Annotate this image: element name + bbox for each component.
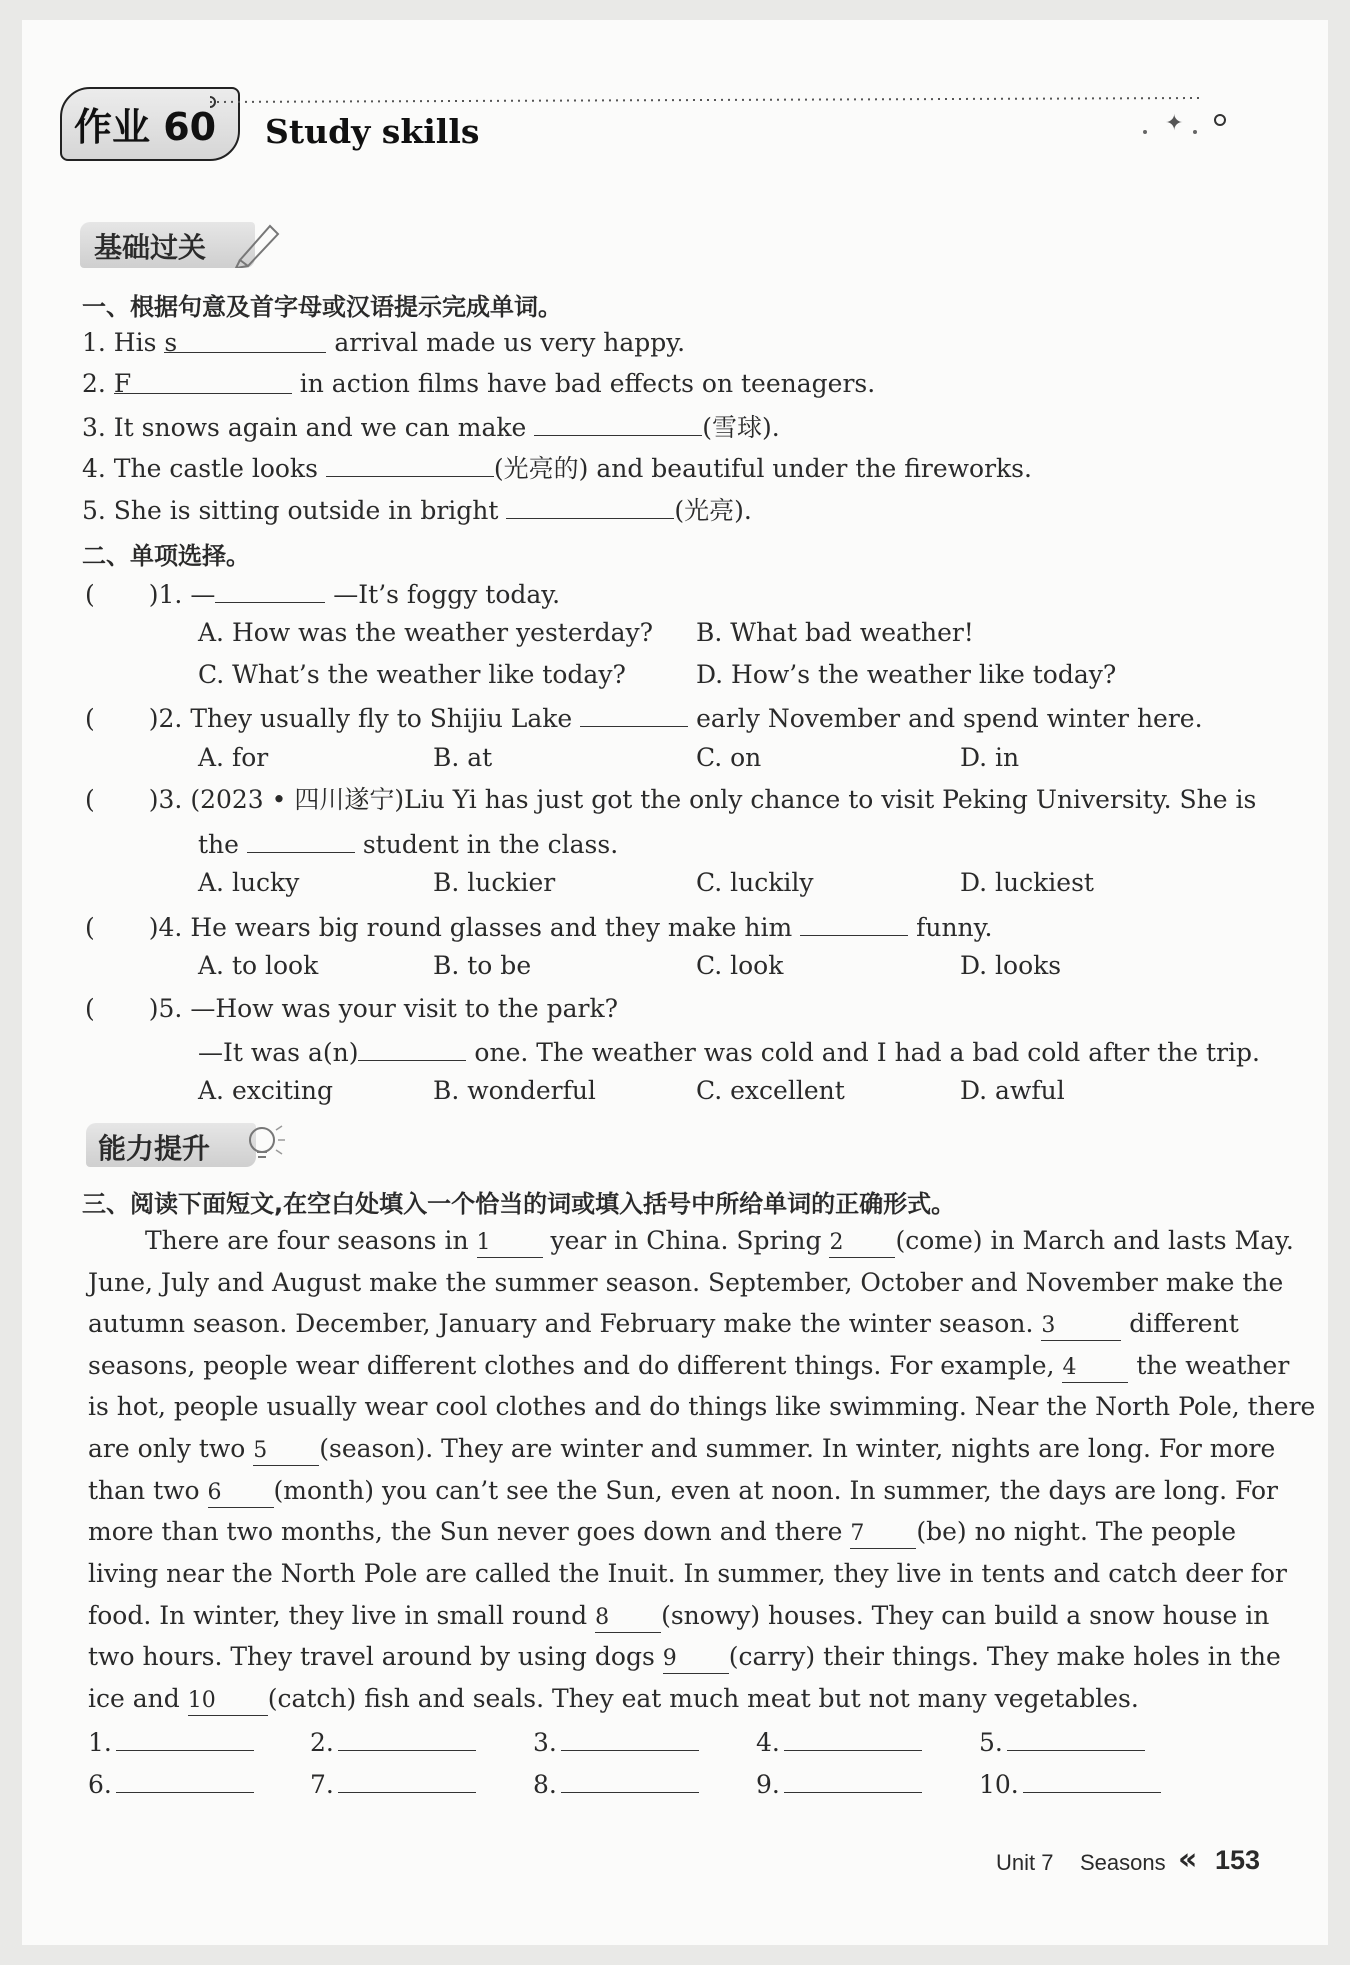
answer-paren[interactable]: (: [85, 913, 95, 942]
lightbulb-icon: [240, 1120, 286, 1166]
option-b[interactable]: B. wonderful: [433, 1076, 596, 1105]
answer-line-7[interactable]: 7.: [310, 1768, 476, 1799]
option-a[interactable]: A. How was the weather yesterday?: [198, 618, 654, 647]
footer-topic: Seasons: [1080, 1850, 1166, 1875]
option-c[interactable]: C. look: [696, 951, 784, 980]
option-b[interactable]: B. What bad weather!: [696, 618, 974, 647]
option-c[interactable]: C. luckily: [696, 868, 814, 897]
answer-blank[interactable]: [800, 909, 908, 936]
part3-heading: 三、阅读下面短文,在空白处填入一个恰当的词或填入括号中所给单词的正确形式。: [82, 1190, 956, 1218]
answer-paren[interactable]: (: [85, 704, 95, 733]
option-d[interactable]: D. How’s the weather like today?: [696, 660, 1117, 689]
chevron-left-icon: «: [1178, 1842, 1198, 1877]
option-b[interactable]: B. at: [433, 743, 493, 772]
cloze-blank[interactable]: 4: [1062, 1354, 1128, 1383]
answer-paren[interactable]: (: [85, 580, 95, 609]
cloze-blank[interactable]: 8: [595, 1604, 661, 1633]
cloze-blank[interactable]: 3: [1041, 1312, 1121, 1341]
section-tag-basic-label: 基础过关: [94, 231, 207, 264]
passage-line: living near the North Pole are called the Inuit. In summer, they live in tents and catch deer for: [88, 1559, 1287, 1588]
passage-line: two hours. They travel around by using dogs 9 (carry) their things. They make holes in the: [88, 1636, 1236, 1678]
answer-blank[interactable]: [580, 700, 688, 727]
pencil-icon: [232, 218, 282, 268]
answer-line-6[interactable]: 6.: [88, 1768, 254, 1799]
passage-line: ice and 10 (catch) fish and seals. They eat much meat but not many vegetables.: [88, 1678, 1236, 1720]
mc-question-3-line2: the student in the class.: [198, 826, 618, 862]
cloze-blank[interactable]: 7: [850, 1520, 916, 1549]
svg-text:✦: ✦: [1165, 111, 1184, 136]
answer-line-4[interactable]: 4.: [756, 1726, 922, 1757]
cloze-blank[interactable]: 6: [208, 1479, 274, 1508]
mc-question-2: ( )2. They usually fly to Shijiu Lake early November and spend winter here.: [85, 700, 1203, 736]
answer-line-10[interactable]: 10.: [979, 1768, 1161, 1799]
option-c[interactable]: C. on: [696, 743, 762, 772]
cloze-blank[interactable]: 2: [829, 1229, 895, 1258]
passage-line: is hot, people usually wear cool clothes and do things like swimming. Near the North Pole, there: [88, 1392, 1316, 1421]
question-5: 5. She is sitting outside in bright (光亮).: [82, 492, 752, 528]
cloze-blank[interactable]: 10: [188, 1687, 268, 1716]
cloze-blank[interactable]: 1: [477, 1229, 543, 1258]
passage-line: autumn season. December, January and February make the winter season. 3 different: [88, 1303, 1236, 1345]
answer-line-5[interactable]: 5.: [979, 1726, 1145, 1757]
answer-line-3[interactable]: 3.: [533, 1726, 699, 1757]
footer-unit: Unit 7: [996, 1850, 1054, 1875]
page-title: Study skills: [265, 112, 480, 151]
passage-line: There are four seasons in 1 year in China. Spring 2 (come) in March and lasts May.: [145, 1220, 1236, 1262]
option-a[interactable]: A. exciting: [198, 1076, 333, 1105]
option-d[interactable]: D. looks: [960, 951, 1062, 980]
mc-question-1: ( )1. — —It’s foggy today.: [85, 576, 560, 612]
answer-blank[interactable]: F: [114, 367, 292, 394]
passage-line: than two 6 (month) you can’t see the Sun, even at noon. In summer, the days are long. For: [88, 1470, 1236, 1512]
option-b[interactable]: B. to be: [433, 951, 532, 980]
answer-line-1[interactable]: 1.: [88, 1726, 254, 1757]
header-dotted-rule: [210, 90, 1240, 140]
answer-line-2[interactable]: 2.: [310, 1726, 476, 1757]
question-3: 3. It snows again and we can make (雪球).: [82, 409, 780, 445]
option-d[interactable]: D. awful: [960, 1076, 1065, 1105]
cloze-blank[interactable]: 5: [253, 1437, 319, 1466]
answer-blank[interactable]: [247, 826, 355, 853]
option-c[interactable]: C. What’s the weather like today?: [198, 660, 626, 689]
answer-paren[interactable]: (: [85, 785, 95, 814]
option-c[interactable]: C. excellent: [696, 1076, 845, 1105]
option-a[interactable]: A. to look: [198, 951, 319, 980]
badge-label: 作业 60: [74, 105, 217, 149]
option-a[interactable]: A. lucky: [198, 868, 300, 897]
mc-question-5-line2: —It was a(n) one. The weather was cold and I had a bad cold after the trip.: [198, 1034, 1260, 1070]
answer-blank[interactable]: [534, 409, 702, 436]
question-1: 1. His s arrival made us very happy.: [82, 328, 686, 357]
answer-line-8[interactable]: 8.: [533, 1768, 699, 1799]
part2-heading: 二、单项选择。: [82, 542, 250, 570]
answer-blank[interactable]: s: [164, 326, 326, 353]
passage-line: June, July and August make the summer season. September, October and November make the: [88, 1268, 1284, 1297]
mc-question-3: ( )3. (2023 • 四川遂宁)Liu Yi has just got the only chance to visit Peking University. She is: [85, 785, 1257, 814]
passage-line: food. In winter, they live in small round 8 (snowy) houses. They can build a snow house in: [88, 1595, 1236, 1637]
answer-paren[interactable]: (: [85, 994, 95, 1023]
page-number: 153: [1215, 1845, 1261, 1875]
answer-blank[interactable]: [326, 450, 494, 477]
answer-blank[interactable]: [215, 576, 325, 603]
mc-question-5: ( )5. —How was your visit to the park?: [85, 994, 619, 1023]
option-a[interactable]: A. for: [198, 743, 269, 772]
mc-question-4: ( )4. He wears big round glasses and they make him funny.: [85, 909, 992, 945]
answer-blank[interactable]: [506, 492, 674, 519]
part1-heading: 一、根据句意及首字母或汉语提示完成单词。: [82, 293, 562, 321]
question-4: 4. The castle looks (光亮的) and beautiful under the fireworks.: [82, 450, 1032, 486]
question-2: 2. F in action films have bad effects on teenagers.: [82, 369, 876, 398]
answer-line-9[interactable]: 9.: [756, 1768, 922, 1799]
passage-line: are only two 5 (season). They are winter and summer. In winter, nights are long. For more: [88, 1428, 1236, 1470]
option-d[interactable]: D. in: [960, 743, 1020, 772]
answer-blank[interactable]: [358, 1034, 466, 1061]
option-d[interactable]: D. luckiest: [960, 868, 1094, 897]
option-b[interactable]: B. luckier: [433, 868, 556, 897]
passage-line: seasons, people wear different clothes and do different things. For example, 4 the weather: [88, 1345, 1236, 1387]
section-tag-advanced-label: 能力提升: [98, 1132, 211, 1165]
cloze-blank[interactable]: 9: [663, 1645, 729, 1674]
passage-line: more than two months, the Sun never goes down and there 7 (be) no night. The people: [88, 1511, 1236, 1553]
